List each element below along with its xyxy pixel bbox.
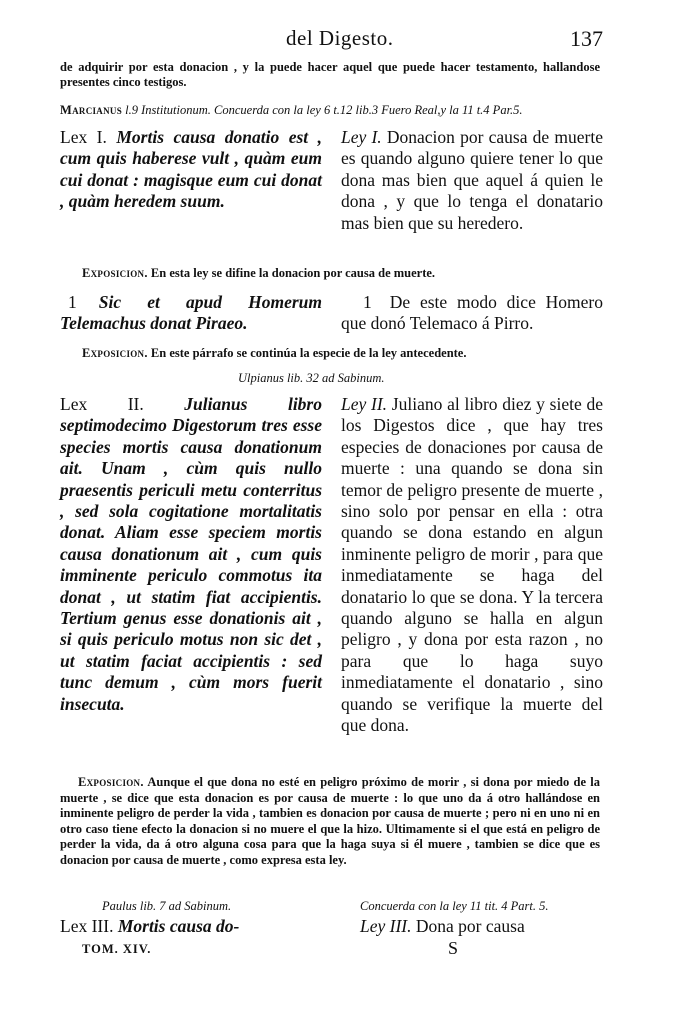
exposicion-label: Exposicion. (82, 266, 148, 280)
running-head (0, 26, 682, 54)
citation-paulus: Paulus lib. 7 ad Sabinum. (102, 899, 232, 913)
lex-3-text: Mortis causa do- (117, 916, 240, 936)
lex-2-text: Julianus libro septimodecimo Digestorum tres esse species mortis causa donationum ait. Unam , cùm quis nullo praesentis periculi metu conterritus , sed sola cogitatione mortalitatis donat. Aliam esse speciem mortis causa donationum ait , cum quis imminente periculo commotus ita donat , ut statim fiat accipientis. Tertium genus esse donationis ait , si quis periculo motus non sic det , ut statim faciat accipientis : sed tunc demum , cùm mors fuerit insecuta. (60, 394, 322, 714)
ley-1-heading: Ley I. (341, 127, 382, 147)
lex-1-latin (60, 127, 322, 213)
exposicion-1 (82, 266, 602, 282)
ley-3-heading: Ley III. (360, 916, 412, 936)
lex-2-heading: Lex II. (60, 394, 144, 414)
lead-in-text: de adquirir por esta donacion , y la puede hacer aquel que puede hacer testamento, hallandose presentes cinco testigos. (60, 60, 600, 89)
exposicion-label: Exposicion. (82, 346, 148, 360)
signature-mark: TOM. XIV. (82, 942, 152, 956)
ley-1-spanish (341, 127, 603, 234)
lex-2-latin (60, 394, 322, 715)
exposicion-text: Aunque el que dona no esté en peligro próximo de morir , si dona por miedo de la muerte , se dice que esta donacion es por causa de muerte : lo que uno da á otro hallándose en inminente peligro de perder la vida , tambien es donacion por causa de muerte ; pero ni en uno ni en otro caso tiene efecto la donacion si no muere el que la hizo. Ultimamente si el que está en peligro de perder la vida, da á otro alguna cosa para que la haga suya si él muere , tambien se dice que es donacion por causa de muerte , como expresa esta ley. (60, 775, 600, 867)
ley-3-spanish (360, 916, 622, 937)
citation-concuerda: Concuerda con la ley 11 tit. 4 Part. 5. (360, 899, 549, 913)
lex-1-text: Mortis causa donatio est , cum quis haberese vult , quàm eum cui donat : magisque eum cui donat , quàm heredem suum. (60, 127, 322, 212)
citation-author: Marcianus (60, 103, 123, 117)
ley-2-text: Juliano al libro diez y siete de los Digestos dice , que hay tres especies de donaciones por causa de muerte : una quando se dona sin temor de peligro presente de muerte , sino solo por pensar en ella : otra quando se dona estando en algun inminente peligro de morir , para que inmediatamente se haga del donatario lo que se dona. Y la tercera quando alguno se halla en algun peligro , y dona por esta razon , no para que lo haga suyo inmediatamente el donatario , sino quando se verifique la muerte del que dona. (341, 394, 603, 736)
par-1-latin (60, 292, 322, 335)
exposicion-label: Exposicion. (78, 775, 144, 789)
running-title: del Digesto. (286, 26, 394, 50)
par-1-number-es: 1 (363, 292, 372, 312)
citation-reference: l.9 Institutionum. Concuerda con la ley 6 t.12 lib.3 Fuero Real,y la 11 t.4 Par.5. (125, 103, 523, 117)
par-1-number: 1 (68, 292, 77, 312)
gathering-mark: S (448, 938, 459, 958)
par-1-text: Sic et apud Homerum Telemachus donat Piraeo. (60, 292, 322, 334)
citation-ulpianus: Ulpianus lib. 32 ad Sabinum. (238, 371, 385, 385)
exposicion-2 (82, 346, 602, 362)
ley-2-spanish (341, 394, 603, 737)
par-1-text-es: De este modo dice Homero que donó Telemaco á Pirro. (341, 292, 603, 334)
page-number: 137 (570, 26, 603, 51)
lex-3-latin (60, 916, 322, 937)
par-1-spanish (341, 292, 603, 335)
lex-3-heading: Lex III. (60, 916, 114, 936)
exposicion-text: En esta ley se difine la donacion por causa de muerte. (150, 266, 436, 280)
ley-1-text: Donacion por causa de muerte es quando alguno quiere tener lo que dona mas bien que aquel á quien le dona , y que lo tenga el donatario mas bien que su heredero. (341, 127, 603, 233)
lex-1-heading: Lex I. (60, 127, 107, 147)
ley-3-text: Dona por causa (415, 916, 525, 936)
exposicion-text: En este párrafo se continúa la especie de la ley antecedente. (150, 346, 467, 360)
citation-marcianus (60, 102, 600, 118)
ley-2-heading: Ley II. (341, 394, 388, 414)
exposicion-3 (60, 775, 600, 868)
